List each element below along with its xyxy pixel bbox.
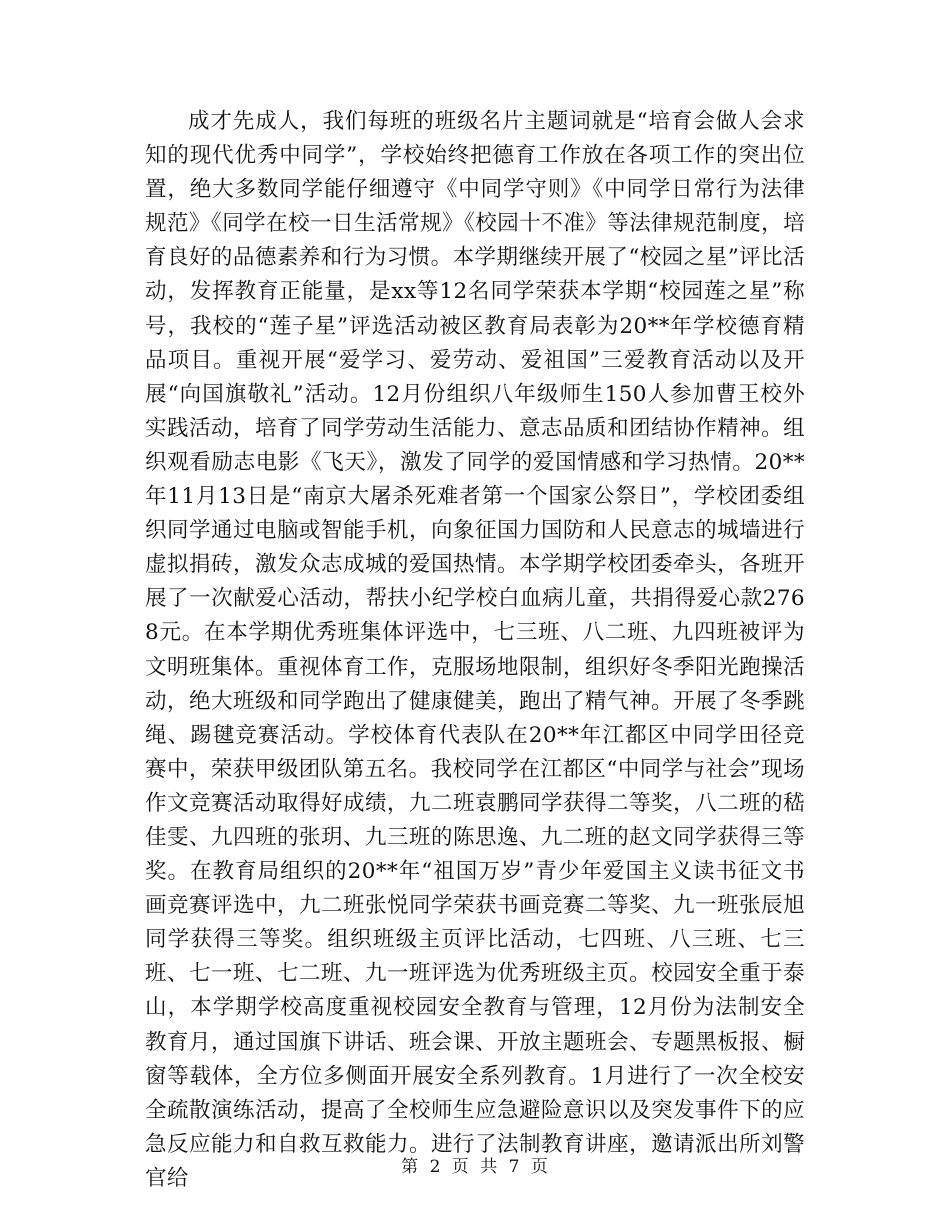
body-content — [145, 105, 805, 1196]
body-paragraph: 成才先成人，我们每班的班级名片主题词就是“培育会做人会求知的现代优秀中同学”，学校始终把德育工作放在各项工作的突出位置，绝大多数同学能仔细遵守《中同学守则》《中同学日常行为法律规范》《同学在校一日生活常规》《校园十不准》等法律规范制度，培育良好的品德素养和行为习惯。本学期继续开展了“校园之星”评比活动，发挥教育正能量，是xx等12名同学荣获本学期“校园莲之星”称号，我校的“莲子星”评选活动被区教育局表彰为20**年学校德育精品项目。重视开展“爱学习、爱劳动、爱祖国”三爱教育活动以及开展“向国旗敬礼”活动。12月份组织八年级师生150人参加曹王校外实践活动，培育了同学劳动生活能力、意志品质和团结协作精神。组织观看励志电影《飞天》，激发了同学的爱国情感和学习热情。20**年11月13日是“南京大屠杀死难者第一个国家公祭日”，学校团委组织同学通过电脑或智能手机，向象征国力国防和人民意志的城墙进行虚拟捐砖，激发众志成城的爱国热情。本学期学校团委牵头，各班开展了一次献爱心活动，帮扶小纪学校白血病儿童，共捐得爱心款2768元。在本学期优秀班集体评选中，七三班、八二班、九四班被评为文明班集体。重视体育工作，克服场地限制，组织好冬季阳光跑操活动，绝大班级和同学跑出了健康健美，跑出了精气神。开展了冬季跳绳、踢毽竞赛活动。学校体育代表队在20**年江都区中同学田径竞赛中，荣获甲级团队第五名。我校同学在江都区“中同学与社会”现场作文竞赛活动取得好成绩，九二班袁鹏同学获得二等奖，八二班的嵇佳雯、九四班的张玥、九三班的陈思逸、九二班的赵文同学获得三等奖。在教育局组织的20**年“祖国万岁”青少年爱国主义读书征文书画竞赛评选中，九二班张悦同学荣获书画竞赛二等奖、九一班张辰旭同学获得三等奖。组织班级主页评比活动，七四班、八三班、七三班、七一班、七二班、九一班评选为优秀班级主页。校园安全重于泰山，本学期学校高度重视校园安全教育与管理，12月份为法制安全教育月，通过国旗下讲话、班会课、开放主题班会、专题黑板报、橱窗等载体，全方位多侧面开展安全系列教育。1月进行了一次全校安全疏散演练活动，提高了全校师生应急避险意识以及突发事件下的应急反应能力和自救互救能力。进行了法制教育讲座，邀请派出所刘警官给 — [145, 109, 805, 1191]
page-number-footer: 第 2 页 共 7 页 — [401, 1157, 549, 1177]
